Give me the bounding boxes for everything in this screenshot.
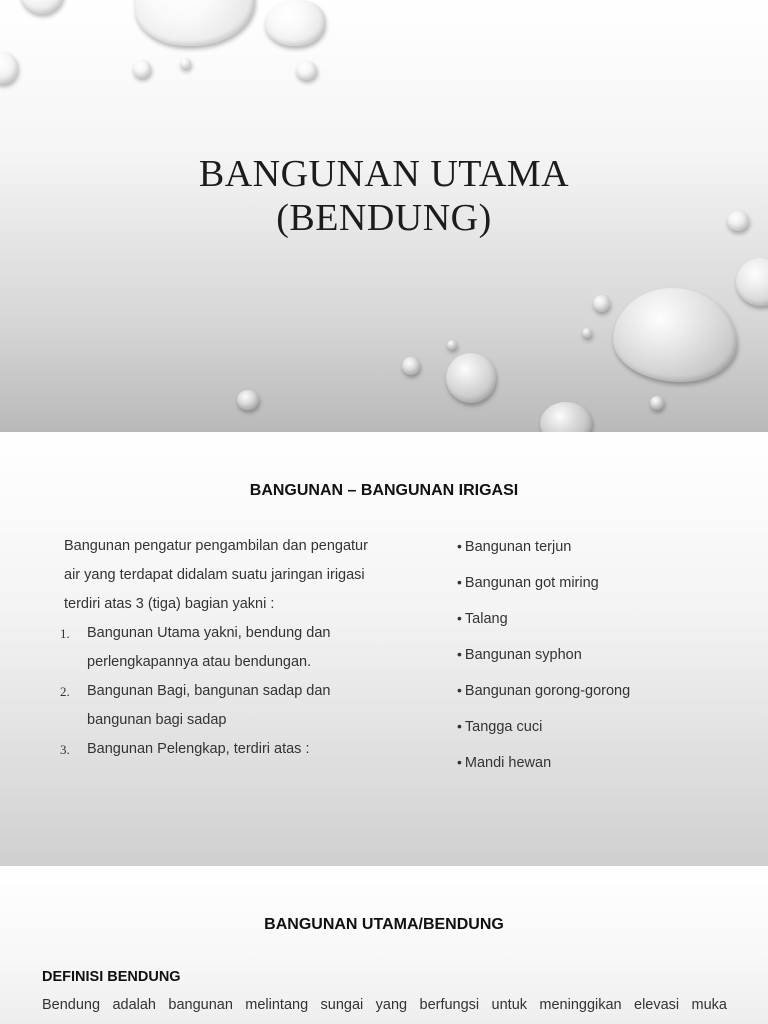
bullet-item (457, 572, 757, 608)
water-drop-decoration (20, 0, 64, 14)
list-number: 3. (60, 742, 70, 757)
slide-heading: BANGUNAN – BANGUNAN IRIGASI (249, 482, 519, 499)
water-drop-decoration (133, 60, 151, 78)
bullet-item (457, 752, 757, 788)
water-drop-decoration (736, 258, 768, 306)
bullet-text: Bangunan got miring (464, 575, 599, 591)
list-item-line: Bangunan Pelengkap, terdiri atas : (87, 741, 310, 757)
definition-paragraph: Bendung adalah bangunan melintang sungai yang berfungsi untuk meninggikan elevasi muka (42, 997, 727, 1013)
slide-title-line2: (BENDUNG) (276, 197, 492, 239)
water-drop-decoration (0, 52, 18, 84)
list-item-line: Bangunan Utama yakni, bendung dan (87, 625, 331, 641)
bullet-text: Bangunan terjun (464, 539, 572, 555)
bullet-item (457, 644, 757, 680)
bullet-icon: • (457, 574, 462, 590)
list-item-line: perlengkapannya atau bendungan. (87, 654, 312, 670)
intro-line: air yang terdapat didalam suatu jaringan irigasi (64, 567, 365, 583)
list-item-line: bangunan bagi sadap (87, 712, 227, 728)
bullet-icon: • (457, 646, 462, 662)
title-slide (0, 0, 768, 432)
water-drop-decoration (296, 61, 317, 80)
numbered-list-item (60, 619, 404, 677)
water-drop-decoration (135, 0, 255, 46)
bullet-icon: • (457, 718, 462, 734)
list-item-line: Bangunan Bagi, bangunan sadap dan (87, 683, 331, 699)
water-drop-decoration (540, 402, 592, 432)
intro-line: terdiri atas 3 (tiga) bagian yakni : (64, 596, 275, 612)
bullet-icon: • (457, 538, 462, 554)
numbered-list-item (60, 677, 404, 735)
slide-title (0, 152, 768, 240)
bullet-icon: • (457, 682, 462, 698)
bullet-item (457, 608, 757, 644)
water-drop-decoration (447, 340, 457, 350)
bullet-text: Bangunan syphon (464, 647, 582, 663)
water-drop-decoration (180, 58, 191, 69)
list-number: 1. (60, 626, 70, 641)
bullet-icon: • (457, 610, 462, 626)
slide-title-line1: BANGUNAN UTAMA (198, 153, 570, 195)
bullet-list (457, 536, 757, 788)
water-drop-decoration (613, 288, 737, 382)
numbered-list-item (60, 735, 404, 764)
bullet-icon: • (457, 754, 462, 770)
irrigation-buildings-slide (0, 432, 768, 866)
bullet-text: Talang (464, 611, 508, 627)
bullet-text: Bangunan gorong-gorong (464, 683, 631, 699)
bullet-text: Tangga cuci (464, 719, 543, 735)
bullet-item (457, 716, 757, 752)
bullet-item (457, 680, 757, 716)
water-drop-decoration (650, 396, 664, 410)
intro-line: Bangunan pengatur pengambilan dan pengatur (64, 538, 368, 554)
section-subheading: DEFINISI BENDUNG (42, 969, 181, 985)
bullet-text: Mandi hewan (464, 755, 552, 771)
water-drop-decoration (265, 0, 325, 46)
water-drop-decoration (446, 353, 496, 403)
slide-heading: BANGUNAN UTAMA/BENDUNG (264, 916, 504, 933)
water-drop-decoration (593, 295, 610, 312)
water-drop-decoration (237, 390, 259, 410)
intro-text-block (60, 532, 404, 764)
bullet-item (457, 536, 757, 572)
list-number: 2. (60, 684, 70, 699)
water-drop-decoration (402, 357, 420, 375)
main-building-slide (0, 866, 768, 1024)
water-drop-decoration (582, 328, 592, 338)
